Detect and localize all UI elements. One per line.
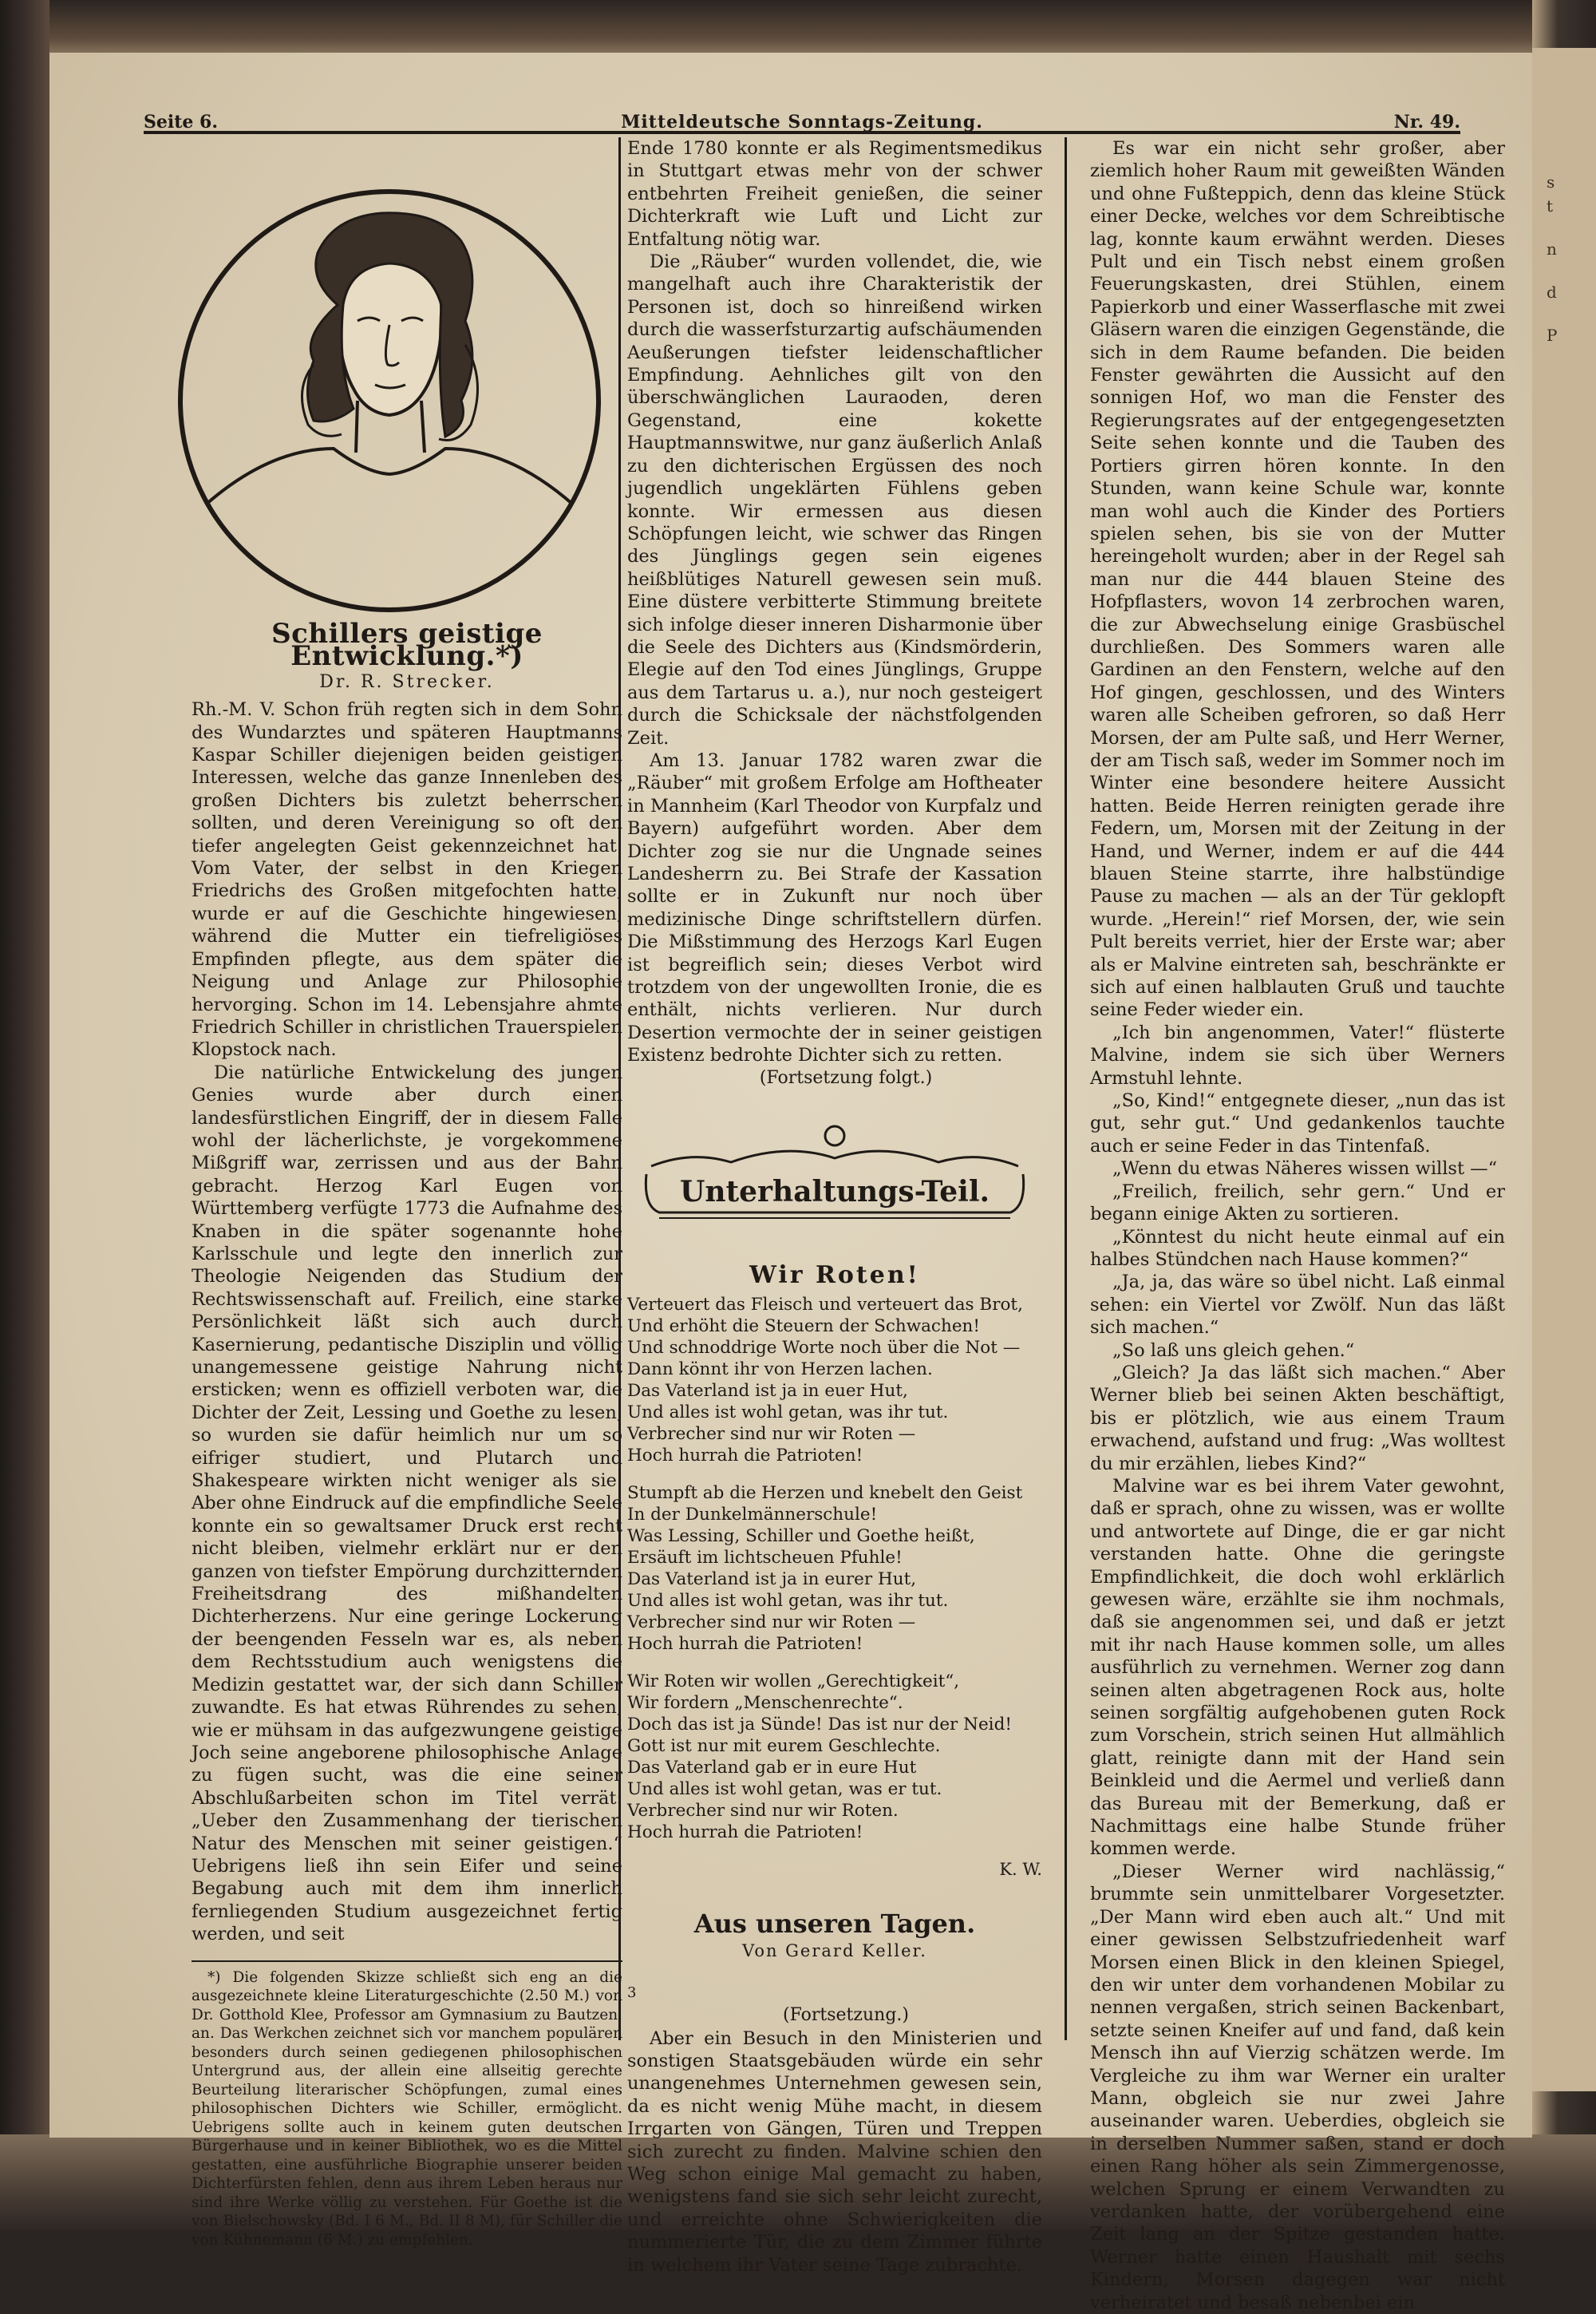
poem-title: Wir Roten!: [749, 1261, 920, 1290]
story-part-number: 3: [627, 1984, 637, 2001]
poem-line: Hoch hurrah die Patrioten!: [627, 1822, 863, 1842]
poem-line: Und alles ist wohl getan, was ihr tut.: [627, 1590, 949, 1611]
article-paragraph: Ende 1780 konnte er als Regimentsmedikus in Stuttgart etwas mehr von der schwer entbehrten Freiheit genießen, die seiner Dichterkraft wie Luft und Licht zur Entfaltung nötig war.: [627, 138, 1042, 250]
article-paragraph: Die „Räuber“ wurden vollendet, die, wie mangelhaft auch ihre Charakteristik der Personen ist, doch so hinreißend wirken durch die wasserfsturzartig aufschäumenden Aeußerungen tiefster leidenschaftlicher Empfindung. Aehnliches gilt von den überschwänglichen Lauraoden, deren Gegenstand, eine kokette Hauptmannswitwe, nur ganz äußerlich Anlaß zu den dichterischen Ergüssen des noch jugendlich ungeklärten Fühlens geben konnte. Wir ermessen aus diesen Schöpfungen leicht, wie schwer das Ringen des Jünglings gegen sein eigenes heißblütiges Naturell gewesen sein muß. Eine düstere verbitterte Stimmung breitete sich infolge dieser inneren Disharmonie über die Seele des Dichters aus (Kindsmörderin, Elegie auf den Tod eines Jünglings, Gruppe aus dem Tartarus u. a.), nur noch gesteigert durch die Schicksale der nächstfolgenden Zeit.: [627, 251, 1042, 749]
poem-line: Und alles ist wohl getan, was ihr tut.: [627, 1402, 949, 1422]
poem-signature: K. W.: [999, 1859, 1042, 1879]
story-paragraph: „Dieser Werner wird nachlässig,“ brummte sein unmittelbarer Vorgesetzter. „Der Mann wird eben auch alt.“ Und mit einer gewissen Selbstzufriedenheit warf Morsen einen Blick in den kleinen Spiegel, den wir unter dem vorhandenen Mobilar zu nennen vergaßen, strich seinen Backenbart, setzte seinen Kneifer auf und fand, daß kein Mensch ihn auf Vierzig schätzen werde. Im Vergleiche zu ihm war Werner ein uralter Mann, obgleich sie nur zwei Jahre auseinander waren. Ueberdies, obgleich sie in derselben Nummer saßen, stand er doch einen Rang höher als sein Zimmergenosse, welchen Sprung er einem Verwandten zu verdanken hatte, der vorübergehend eine Zeit lang an der Spitze gestanden hatte. Werner hatte einen Haushalt mit sechs Kindern, Morsen dagegen war nicht verheiratet und besaß nebenbei ein: [1090, 1861, 1505, 2313]
poem-line: Stumpft ab die Herzen und knebelt den Geist: [627, 1482, 1023, 1503]
column-2: [627, 137, 1042, 2276]
story-paragraph: „Wenn du etwas Näheres wissen willst —“: [1112, 1158, 1498, 1180]
story-paragraph: „Ich bin angenommen, Vater!“ flüsterte Malvine, indem sie sich über Werners Armstuhl lehnte.: [1090, 1022, 1505, 1089]
poem-line: Gott ist nur mit eurem Geschlechte.: [627, 1735, 941, 1756]
story-paragraph: Malvine war es bei ihrem Vater gewohnt, daß er sprach, ohne zu wissen, was er wollte und antwortete auf Dinge, die er gar nicht verstanden hatte. Ohne die geringste Empfindlichkeit, die doch wohl erklärlich gewesen wäre, erzählte sie ihm nochmals, daß sie angenommen sei, und daß er jetzt mit ihr nach Hause kommen solle, um alles ausführlich zu vernehmen. Werner zog dann seinen alten abgetragenen Rock aus, holte seinen sorgfältig aufgehobenen guten Rock zum Vorschein, strich seinen Hut allmählich glatt, reinigte dann mit der Hand sein Beinkleid und die Aermel und verließ dann das Bureau mit der Bemerkung, daß er Nachmittags eine halbe Stunde früher kommen werde.: [1090, 1475, 1505, 1860]
poem-line: Verbrecher sind nur wir Roten.: [627, 1800, 899, 1821]
column-3: [1090, 137, 1505, 2314]
newspaper-title: Mitteldeutsche Sonntags-Zeitung.: [621, 112, 983, 133]
next-page-letter: d: [1547, 283, 1557, 302]
poem-line: Hoch hurrah die Patrioten!: [627, 1445, 863, 1466]
column-1: [192, 607, 622, 2249]
poem-stanza: [627, 1671, 1042, 1843]
poem-line: Verteuert das Fleisch und verteuert das Brot,: [627, 1294, 1023, 1315]
continued-note: (Fortsetzung.): [783, 2005, 909, 2026]
column-rule: [1065, 137, 1067, 2040]
issue-number: Nr. 49.: [1393, 112, 1460, 133]
banner-title: Unterhaltungs-Teil.: [679, 1175, 990, 1209]
page-number: Seite 6.: [144, 112, 219, 133]
poem-line: Hoch hurrah die Patrioten!: [627, 1633, 863, 1654]
footnote: [192, 1960, 622, 2250]
binding-top: [0, 0, 1596, 56]
story-paragraph: Aber ein Besuch in den Ministerien und sonstigen Staatsgebäuden würde ein sehr unangenehmes Unternehmen gewesen sein, da es nicht wenig Mühe macht, in diesem Irrgarten von Gängen, Türen und Treppen sich zurecht zu finden. Malvine schien den Weg schon einige Mal gemacht zu haben, wenigstens fand sie sich sehr leicht zurecht, und erreichte ohne Schwierigkeiten die nummerierte Tür, die zu dem Zimmer führte in welchem ihr Vater seine Tage zubrachte.: [627, 2027, 1042, 2276]
poem-line: Und schnoddrige Worte noch über die Not —: [627, 1337, 1021, 1358]
story-title: Aus unseren Tagen.: [693, 1908, 976, 1939]
poem-line: Ersäuft im lichtscheuen Pfuhle!: [627, 1547, 903, 1568]
poem-line: Das Vaterland ist ja in eurer Hut,: [627, 1568, 917, 1589]
article-paragraph: Die natürliche Entwickelung des jungen Genies wurde aber durch einen landesfürstlichen Eingriff, der in diesem Falle wohl der lächerlichste, je vorgekommene Mißgriff war, zerrissen und aus der Bahn gebracht. Herzog Karl Eugen von Württemberg verfügte 1773 die Aufnahme des Knaben in die später sogenannte hohe Karlsschule und legte den innerlich zur Theologie Neigenden das Studium der Rechtswissenschaft auf. Freilich, eine starke Persönlichkeit läßt sich auch durch Kasernierung, pedantische Disziplin und völlig unangemessene geistige Nahrung nicht ersticken; wenn es offiziell verboten war, die Dichter der Zeit, Lessing und Goethe zu lesen, so wurden sie dafür heimlich nur um so eifriger studiert, und Plutarch und Shakespeare wirkten nicht weniger als sie. Aber ohne Eindruck auf die empfindliche Seele konnte ein so gewaltsamer Druck erst recht nicht bleiben, vielmehr erklärt nur er den ganzen von tiefster Empörung durchzitternden Freiheitsdrang des mißhandelten Dichterherzens. Nur eine geringe Lockerung der beengenden Fesseln war es, als neben dem Rechtsstudium auch wenigstens die Medizin gestattet war, der sich dann Schiller zuwandte. Es hat etwas Rührendes zu sehen, wie er mühsam in das aufgezwungene geistige Joch seine angeborene philosophische Anlage zu fügen sucht, was die eine seiner Abschlußarbeiten schon im Titel verrät: „Ueber den Zusammenhang der tierischen Natur des Menschen mit seiner geistigen.“ Uebrigens ließ ihn sein Eifer und seine Begabung auch mit dem ihm innerlich fernliegenden Studium ausgezeichnet fertig werden, und seit: [192, 1062, 622, 1945]
article-paragraph: Rh.-M. V. Schon früh regten sich in dem Sohn des Wundarztes und späteren Hauptmanns Kaspar Schiller diejenigen beiden geistigen Interessen, welche das ganze Innenleben des großen Dichters bis zuletzt beherrschen sollten, und deren Vereinigung so oft den tiefer angelegten Geist gekennzeichnet hat. Vom Vater, der selbst in den Kriegen Friedrichs des Großen mitgefochten hatte, wurde er auf die Geschichte hingewiesen, während die Mutter ein tiefreligiöses Empfinden pflegte, aus dem später die Neigung und Anlage zur Philosophie hervorging. Schon im 14. Lebensjahre ahmte Friedrich Schiller in christlichen Trauerspielen Klopstock nach.: [192, 699, 622, 1061]
poem-stanza: [627, 1294, 1042, 1466]
article-paragraph: Am 13. Januar 1782 waren zwar die „Räuber“ mit großem Erfolge am Hoftheater in Mannheim (Karl Theodor von Kurpfalz und Bayern) aufgeführt worden. Aber dem Dichter zog sie nur die Ungnade seines Landesherrn zu. Bei Strafe der Kassation sollte er in Zukunft nur noch über medizinische Dinge schriftstellern dürfen. Die Mißstimmung des Herzogs Karl Eugen ist begreiflich sein; dieses Verbot wird trotzdem von der ungewollten Ironie, die es enthält, nichts verlieren. Nur durch Desertion vermochte der in seiner geistigen Existenz bedrohte Dichter sich zu retten.: [627, 750, 1042, 1066]
story-paragraph: „Gleich? Ja das läßt sich machen.“ Aber Werner blieb bei seinen Akten beschäftigt, bis er plötzlich, wie aus einem Traum erwachend, aufstand und frug: „Was wolltest du mir erzählen, liebes Kind?“: [1090, 1362, 1505, 1474]
poem-line: Dann könnt ihr von Herzen lachen.: [627, 1359, 933, 1379]
poem: [627, 1294, 1042, 1881]
article-byline: Dr. R. Strecker.: [319, 671, 495, 692]
poem-line: Verbrecher sind nur wir Roten —: [627, 1423, 916, 1444]
poem-line: Und alles ist wohl getan, was er tut.: [627, 1778, 942, 1799]
page-header: [144, 62, 1460, 134]
story-paragraph: „Könntest du nicht heute einmal auf ein halbes Stündchen nach Hause kommen?“: [1090, 1226, 1505, 1270]
story-byline: Von Gerard Keller.: [742, 1941, 927, 1961]
binding-left: [0, 0, 49, 2230]
entertainment-banner: [627, 1118, 1042, 1238]
poem-line: Verbrecher sind nur wir Roten —: [627, 1612, 916, 1632]
next-page-edge: [1531, 48, 1596, 2091]
story-paragraph: Es war ein nicht sehr großer, aber ziemlich hoher Raum mit geweißten Wänden und ohne Fußteppich, denn das kleine Stück einer Decke, welches vor dem Schreibtische lag, konnte kaum erwähnt werden. Dieses Pult und ein Tisch nebst einem großen Feuerungskasten, drei Stühlen, einem Papierkorb und einer Wasserflasche mit zwei Gläsern waren die einzigen Gegenstände, die sich in dem Raume befanden. Die beiden Fenster gewährten die Aussicht auf den sonnigen Hof, wo man die Fenster des Regierungsrates auf der entgegengesetzten Seite sehen konnte und die Tauben des Portiers girren hören konnte. In den Stunden, wann keine Schule war, konnte man wohl auch die Kinder des Portiers spielen sehen, bis sie von der Mutter hereingeholt wurden; aber in der Regel sah man nur die 444 blauen Steine des Hofpflasters, wovon 14 zerbrochen waren, die zur Abwechselung einige Grasbüschel durchließen. Des Sommers waren alle Gardinen an den Fenstern, welche auf den Hof gingen, geschlossen, und des Winters waren alle Scheiben gefroren, so daß Herr Morsen, der am Pulte saß, und Herr Werner, der am Tisch saß, weder im Sommer noch im Winter eine besondere heitere Aussicht hatten. Beide Herren reinigten gerade ihre Federn, um, Morsen mit der Zeitung in der Hand, und Werner, indem er auf die 444 blauen Steine starrte, ihre halbstündige Pause zu machen — als an der Tür geklopft wurde. „Herein!“ rief Morsen, der, wie sein Pult bereits verriet, hier der Erste war; aber als er Malvine eintreten sah, beschränkte er sich auf einen halblauten Gruß und tauchte seine Feder wieder ein.: [1090, 138, 1505, 1021]
article-title: Schillers geistige Entwicklung.*): [271, 618, 543, 673]
poem-line: Doch das ist ja Sünde! Das ist nur der Neid!: [627, 1714, 1012, 1735]
poem-line: In der Dunkelmännerschule!: [627, 1504, 878, 1525]
story-paragraph: „Ja, ja, das wäre so übel nicht. Laß einmal sehen: ein Viertel vor Zwölf. Nun das läßt sich machen.“: [1090, 1272, 1505, 1339]
poem-line: Was Lessing, Schiller und Goethe heißt,: [627, 1525, 975, 1546]
poem-line: Das Vaterland ist ja in euer Hut,: [627, 1380, 908, 1401]
story-paragraph: „So laß uns gleich gehen.“: [1112, 1339, 1355, 1361]
story-paragraph: „So, Kind!“ entgegnete dieser, „nun das ist gut, sehr gut.“ Und gedankenlos tauchte auch er seine Feder in das Tintenfaß.: [1090, 1090, 1505, 1157]
footnote-text: *) Die folgenden Skizze schließt sich eng an die ausgezeichnete kleine Literaturgeschichte (2.50 M.) von Dr. Gotthold Klee, Professor am Gymnasium zu Bautzen, an. Das Werkchen zeichnet sich vor manchem populären besonders durch seinen gediegenen philosophischen Untergrund aus, der allein eine allseitig gerechte Beurteilung literarischer Schöpfungen, zumal eines philosophischen Dichters wie Schiller, ermöglicht. Uebrigens sollte auch in keinem guten deutschen Bürgerhause und in keiner Bibliothek, wo es die Mittel gestatten, eine ausführliche Biographie unserer beiden Dichterfürsten fehlen, denn aus ihrem Leben heraus nur sind ihre Werke völlig zu verstehen. Für Goethe ist die von Bielschowsky (Bd. I 6 M., Bd. II 8 M), für Schiller die von Kühnemann (6 M.) zu empfehlen.: [192, 1968, 622, 2249]
schiller-portrait: [174, 185, 605, 616]
next-page-letter: n: [1547, 239, 1557, 259]
continued-note: (Fortsetzung folgt.): [759, 1067, 933, 1088]
next-page-letter: s: [1547, 172, 1555, 192]
poem-line: Das Vaterland gab er in eure Hut: [627, 1757, 917, 1778]
poem-line: Wir fordern „Menschenrechte“.: [627, 1692, 903, 1713]
next-page-letter: t: [1547, 196, 1554, 216]
next-page-letter: P: [1547, 326, 1558, 345]
poem-line: Wir Roten wir wollen „Gerechtigkeit“,: [627, 1671, 960, 1691]
portrait-illustration: [174, 185, 605, 616]
poem-line: Und erhöht die Steuern der Schwachen!: [627, 1315, 981, 1336]
poem-stanza: [627, 1482, 1042, 1655]
story-paragraph: „Freilich, freilich, sehr gern.“ Und er begann einige Akten zu sortieren.: [1090, 1181, 1505, 1225]
